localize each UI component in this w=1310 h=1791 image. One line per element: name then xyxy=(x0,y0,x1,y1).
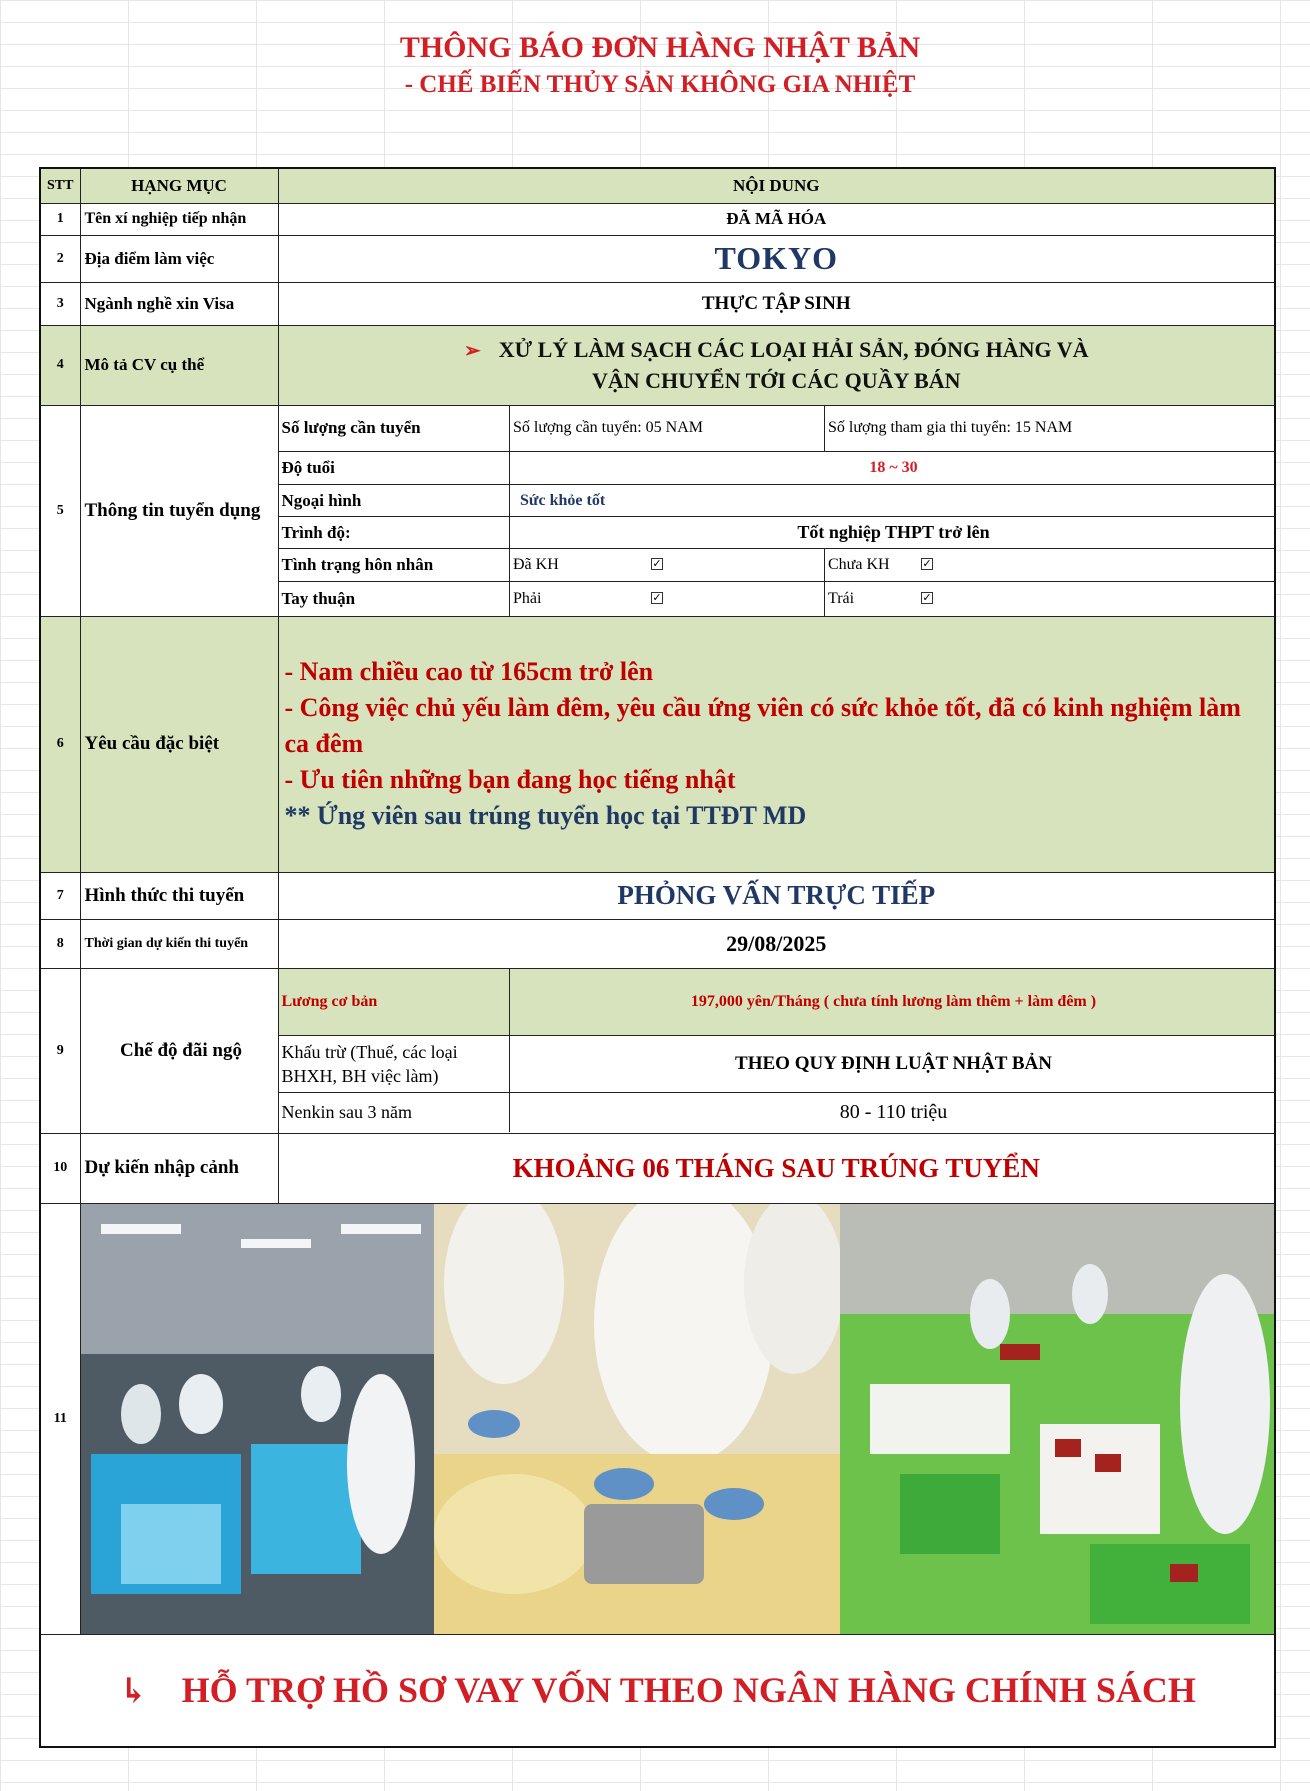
page-title-block xyxy=(0,28,1310,102)
benefits-table xyxy=(279,969,1275,1132)
recruitment-info-table xyxy=(279,406,1275,616)
row-number: 8 xyxy=(40,919,80,968)
exam-date: 29/08/2025 xyxy=(278,919,1275,968)
company-name: ĐÃ MÃ HÓA xyxy=(278,203,1275,235)
row-number: 5 xyxy=(40,405,80,616)
header-noi-dung: NỘI DUNG xyxy=(278,168,1275,203)
nenkin-label: Nenkin sau 3 năm xyxy=(279,1092,510,1132)
row-number: 4 xyxy=(40,325,80,405)
table-row xyxy=(40,203,1275,235)
deduction-value: THEO QUY ĐỊNH LUẬT NHẬT BẢN xyxy=(510,1035,1275,1092)
row-label: Dự kiến nhập cảnh xyxy=(80,1133,278,1203)
factory-photo-2 xyxy=(434,1204,839,1634)
job-description-line: XỬ LÝ LÀM SẠCH CÁC LOẠI HẢI SẢN, ĐÓNG HÀNG VÀ xyxy=(498,336,1089,362)
deduction-label: Khấu trừ (Thuế, các loại BHXH, BH việc làm) xyxy=(279,1035,510,1092)
education-value: Tốt nghiệp THPT trở lên xyxy=(510,517,1275,549)
education-label: Trình độ: xyxy=(279,517,510,549)
row-label: Thời gian dự kiến thi tuyển xyxy=(80,919,278,968)
table-row xyxy=(40,1133,1275,1203)
arrow-icon: ➢ xyxy=(463,339,481,362)
nenkin-value: 80 - 110 triệu xyxy=(510,1092,1275,1132)
table-row xyxy=(40,1203,1275,1634)
table-row xyxy=(40,235,1275,282)
row-number: 6 xyxy=(40,616,80,872)
age-value: 18 ~ 30 xyxy=(510,452,1275,485)
job-description-line: VẬN CHUYỂN TỚI CÁC QUẦY BÁN xyxy=(591,367,961,393)
photo-strip xyxy=(80,1203,1275,1634)
factory-photo-1 xyxy=(81,1204,435,1634)
age-label: Độ tuổi xyxy=(279,452,510,485)
row-label: Tên xí nghiệp tiếp nhận xyxy=(80,203,278,235)
table-row xyxy=(40,325,1275,405)
quantity-value: Số lượng cần tuyển: 05 NAM xyxy=(510,406,825,452)
row-label: Mô tả CV cụ thể xyxy=(80,325,278,405)
salary-value: 197,000 yên/Tháng ( chưa tính lương làm thêm + làm đêm ) xyxy=(510,969,1275,1035)
requirement-note: ** Ứng viên sau trúng tuyển học tại TTĐT MD xyxy=(284,801,807,830)
entry-date: KHOẢNG 06 THÁNG SAU TRÚNG TUYỂN xyxy=(278,1133,1275,1203)
checkbox-icon[interactable]: ✓ xyxy=(922,591,932,604)
row-number: 3 xyxy=(40,282,80,325)
table-row xyxy=(40,1634,1275,1747)
table-header xyxy=(40,168,1275,203)
header-hang-muc: HẠNG MỤC xyxy=(80,168,278,203)
marital-married: Đã KH ✓ xyxy=(510,549,825,582)
loan-support-text: HỖ TRỢ HỒ SƠ VAY VỐN THEO NGÂN HÀNG CHÍNH SÁCH xyxy=(181,1670,1196,1711)
special-requirements xyxy=(278,616,1275,872)
visa-type: THỰC TẬP SINH xyxy=(278,282,1275,325)
page-subtitle: - CHẾ BIẾN THỦY SẢN KHÔNG GIA NHIỆT xyxy=(404,71,916,98)
row-number: 9 xyxy=(40,968,80,1133)
row-number: 10 xyxy=(40,1133,80,1203)
benefits xyxy=(278,968,1275,1133)
requirement-line: - Ưu tiên những bạn đang học tiếng nhật xyxy=(284,765,736,794)
handedness-left: Trái ✓ xyxy=(825,582,1275,616)
requirement-line: - Nam chiều cao từ 165cm trở lên xyxy=(284,657,654,686)
row-label: Hình thức thi tuyển xyxy=(80,872,278,919)
table-row xyxy=(40,872,1275,919)
appearance-label: Ngoại hình xyxy=(279,485,510,517)
turn-arrow-icon: ↳ xyxy=(119,1673,148,1711)
row-label: Ngành nghề xin Visa xyxy=(80,282,278,325)
checkbox-icon[interactable]: ✓ xyxy=(652,557,662,570)
marital-label: Tình trạng hôn nhân xyxy=(279,549,510,582)
row-number: 11 xyxy=(40,1203,80,1634)
exam-format: PHỎNG VẤN TRỰC TIẾP xyxy=(278,872,1275,919)
row-number: 2 xyxy=(40,235,80,282)
checkbox-icon[interactable]: ✓ xyxy=(922,557,932,570)
loan-support-banner xyxy=(40,1634,1275,1747)
row-number: 7 xyxy=(40,872,80,919)
table-row xyxy=(40,405,1275,616)
appearance-value: Sức khỏe tốt xyxy=(510,485,1275,517)
quantity-label: Số lượng cần tuyển xyxy=(279,406,510,452)
salary-label: Lương cơ bản xyxy=(279,969,510,1035)
handedness-right: Phải ✓ xyxy=(510,582,825,616)
table-row xyxy=(40,968,1275,1133)
job-description xyxy=(278,325,1275,405)
recruitment-info xyxy=(278,405,1275,616)
order-table xyxy=(39,167,1276,1748)
work-location: TOKYO xyxy=(278,235,1275,282)
checkbox-icon[interactable]: ✓ xyxy=(652,591,662,604)
table-row xyxy=(40,616,1275,872)
candidates-value: Số lượng tham gia thi tuyển: 15 NAM xyxy=(825,406,1275,452)
table-row xyxy=(40,282,1275,325)
page-title: THÔNG BÁO ĐƠN HÀNG NHẬT BẢN xyxy=(399,31,921,64)
factory-photo-3 xyxy=(840,1204,1274,1634)
handedness-label: Tay thuận xyxy=(279,582,510,616)
marital-single: Chưa KH ✓ xyxy=(825,549,1275,582)
requirement-line: - Công việc chủ yếu làm đêm, yêu cầu ứng viên có sức khỏe tốt, đã có kinh nghiệm làm ca đêm xyxy=(284,693,1241,758)
row-label: Yêu cầu đặc biệt xyxy=(80,616,278,872)
row-label: Chế độ đãi ngộ xyxy=(80,968,278,1133)
row-label: Thông tin tuyển dụng xyxy=(80,405,278,616)
header-stt: STT xyxy=(40,168,80,203)
row-label: Địa điểm làm việc xyxy=(80,235,278,282)
table-row xyxy=(40,919,1275,968)
row-number: 1 xyxy=(40,203,80,235)
